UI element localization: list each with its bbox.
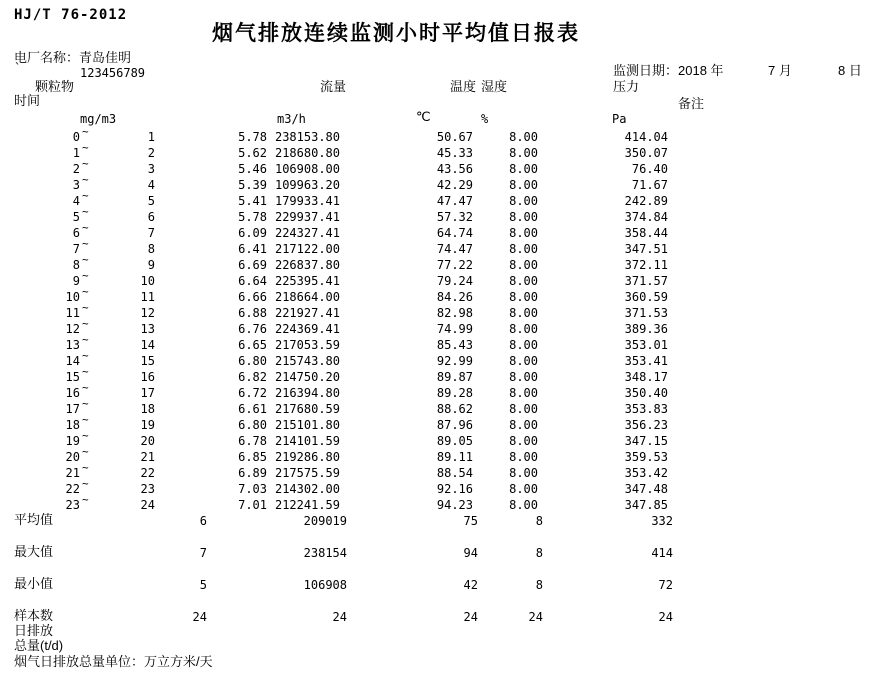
humidity-value: 8.00 xyxy=(509,306,538,320)
hour-end: 3 xyxy=(147,162,155,176)
pm-value: 6.78 xyxy=(238,434,267,448)
pressure-value: 360.59 xyxy=(624,290,668,304)
pm-value: 6.66 xyxy=(238,290,267,304)
table-row xyxy=(0,317,882,337)
hour-start: 11 xyxy=(65,306,80,320)
col-header-humidity: 湿度 xyxy=(481,79,508,94)
temp-value: 89.87 xyxy=(436,370,473,384)
pm-value: 6.69 xyxy=(238,258,267,272)
pm-value: 5.39 xyxy=(238,178,267,192)
humidity-value: 8.00 xyxy=(509,418,538,432)
pressure-value: 347.51 xyxy=(624,242,668,256)
table-row xyxy=(0,333,882,353)
flow-value: 219286.80 xyxy=(274,450,340,464)
temp-value: 87.96 xyxy=(436,418,473,432)
pressure-value: 359.53 xyxy=(624,450,668,464)
temp-value: 92.99 xyxy=(436,354,473,368)
pressure-value: 372.11 xyxy=(624,258,668,272)
table-row xyxy=(0,285,882,305)
table-row xyxy=(0,141,882,161)
table-row xyxy=(0,205,882,225)
pm-value: 5.78 xyxy=(238,210,267,224)
temp-summary: 75 xyxy=(463,514,478,528)
tilde: ~ xyxy=(82,141,89,154)
flow-value: 212241.59 xyxy=(274,498,340,512)
hour-start: 4 xyxy=(72,194,80,208)
table-row xyxy=(0,173,882,193)
temp-value: 50.67 xyxy=(436,130,473,144)
pm-summary: 6 xyxy=(199,514,207,528)
tilde: ~ xyxy=(82,477,89,490)
pressure-value: 353.41 xyxy=(624,354,668,368)
pm-value: 5.41 xyxy=(238,194,267,208)
tilde: ~ xyxy=(82,285,89,298)
hour-start: 21 xyxy=(65,466,80,480)
unit-pm: mg/m3 xyxy=(80,112,117,126)
hour-end: 14 xyxy=(140,338,155,352)
tilde: ~ xyxy=(82,237,89,250)
pressure-summary: 332 xyxy=(651,514,673,528)
flow-value: 218664.00 xyxy=(274,290,340,304)
flow-summary: 209019 xyxy=(303,514,347,528)
total-label: 总量(t/d) xyxy=(14,638,64,653)
tilde: ~ xyxy=(82,205,89,218)
hour-end: 4 xyxy=(147,178,155,192)
pm-value: 6.82 xyxy=(238,370,267,384)
pm-value: 6.80 xyxy=(238,418,267,432)
humidity-value: 8.00 xyxy=(509,178,538,192)
humidity-value: 8.00 xyxy=(509,498,538,512)
unit-note: 烟气日排放总量单位：万立方米/天 xyxy=(14,654,213,669)
tilde: ~ xyxy=(82,461,89,474)
humidity-summary: 8 xyxy=(535,578,543,592)
hour-start: 13 xyxy=(65,338,80,352)
standard-code: HJ/T 76-2012 xyxy=(14,7,128,23)
humidity-value: 8.00 xyxy=(509,466,538,480)
temp-value: 74.99 xyxy=(436,322,473,336)
humidity-value: 8.00 xyxy=(509,482,538,496)
pressure-value: 358.44 xyxy=(624,226,668,240)
humidity-value: 8.00 xyxy=(509,210,538,224)
summary-row xyxy=(0,609,882,625)
temp-value: 42.29 xyxy=(436,178,473,192)
unit-flow: m3/h xyxy=(277,112,306,126)
temp-value: 88.62 xyxy=(436,402,473,416)
humidity-value: 8.00 xyxy=(509,450,538,464)
flow-value: 109963.20 xyxy=(274,178,340,192)
table-row xyxy=(0,157,882,177)
humidity-value: 8.00 xyxy=(509,274,538,288)
pressure-value: 71.67 xyxy=(631,178,668,192)
humidity-value: 8.00 xyxy=(509,242,538,256)
pm-value: 6.72 xyxy=(238,386,267,400)
hour-start: 6 xyxy=(72,226,80,240)
humidity-value: 8.00 xyxy=(509,290,538,304)
hour-end: 13 xyxy=(140,322,155,336)
tilde: ~ xyxy=(82,397,89,410)
pm-value: 6.88 xyxy=(238,306,267,320)
page-title: 烟气排放连续监测小时平均值日报表 xyxy=(212,22,580,45)
hour-end: 1 xyxy=(147,130,155,144)
hour-start: 3 xyxy=(72,178,80,192)
pressure-value: 374.84 xyxy=(624,210,668,224)
temp-value: 92.16 xyxy=(436,482,473,496)
hour-end: 9 xyxy=(147,258,155,272)
pressure-value: 353.01 xyxy=(624,338,668,352)
tilde: ~ xyxy=(82,349,89,362)
pressure-summary: 24 xyxy=(658,610,673,624)
pressure-value: 389.36 xyxy=(624,322,668,336)
flow-value: 224327.41 xyxy=(274,226,340,240)
flow-value: 217575.59 xyxy=(274,466,340,480)
pressure-value: 350.07 xyxy=(624,146,668,160)
pressure-value: 242.89 xyxy=(624,194,668,208)
hour-end: 23 xyxy=(140,482,155,496)
pressure-value: 347.85 xyxy=(624,498,668,512)
summary-label: 平均值 xyxy=(14,512,54,527)
col-header-flow: 流量 xyxy=(320,79,347,94)
col-header-remark: 备注 xyxy=(678,96,705,111)
monitor-date-day: 8 日 xyxy=(838,63,862,78)
flow-value: 217680.59 xyxy=(274,402,340,416)
hour-start: 22 xyxy=(65,482,80,496)
hour-end: 16 xyxy=(140,370,155,384)
humidity-value: 8.00 xyxy=(509,402,538,416)
table-row xyxy=(0,477,882,497)
pm-value: 5.62 xyxy=(238,146,267,160)
pm-value: 7.01 xyxy=(238,498,267,512)
hour-end: 8 xyxy=(147,242,155,256)
plant-name-label: 电厂名称：青岛佳明 xyxy=(14,50,132,65)
flow-value: 229937.41 xyxy=(274,210,340,224)
tilde: ~ xyxy=(82,445,89,458)
temp-value: 57.32 xyxy=(436,210,473,224)
plant-code: 123456789 xyxy=(80,66,146,80)
hour-end: 17 xyxy=(140,386,155,400)
monitor-date-month: 7 月 xyxy=(768,63,792,78)
summary-label: 最小值 xyxy=(14,576,54,591)
hour-start: 20 xyxy=(65,450,80,464)
flow-value: 106908.00 xyxy=(274,162,340,176)
pressure-value: 353.42 xyxy=(624,466,668,480)
hour-end: 11 xyxy=(140,290,155,304)
summary-label: 最大值 xyxy=(14,544,54,559)
pressure-value: 76.40 xyxy=(631,162,668,176)
pm-value: 6.09 xyxy=(238,226,267,240)
humidity-value: 8.00 xyxy=(509,434,538,448)
flow-value: 215743.80 xyxy=(274,354,340,368)
pressure-value: 371.53 xyxy=(624,306,668,320)
hour-start: 14 xyxy=(65,354,80,368)
pm-value: 7.03 xyxy=(238,482,267,496)
hour-end: 22 xyxy=(140,466,155,480)
table-row xyxy=(0,429,882,449)
table-row xyxy=(0,349,882,369)
humidity-value: 8.00 xyxy=(509,226,538,240)
tilde: ~ xyxy=(82,221,89,234)
hour-start: 18 xyxy=(65,418,80,432)
temp-value: 85.43 xyxy=(436,338,473,352)
hour-start: 12 xyxy=(65,322,80,336)
humidity-value: 8.00 xyxy=(509,130,538,144)
pm-value: 6.85 xyxy=(238,450,267,464)
summary-row xyxy=(0,513,882,529)
table-row xyxy=(0,189,882,209)
pressure-value: 347.48 xyxy=(624,482,668,496)
tilde: ~ xyxy=(82,173,89,186)
table-row xyxy=(0,365,882,385)
hour-start: 9 xyxy=(72,274,80,288)
flow-value: 226837.80 xyxy=(274,258,340,272)
tilde: ~ xyxy=(82,333,89,346)
pm-summary: 5 xyxy=(199,578,207,592)
flow-value: 225395.41 xyxy=(274,274,340,288)
pressure-value: 356.23 xyxy=(624,418,668,432)
tilde: ~ xyxy=(82,157,89,170)
flow-value: 221927.41 xyxy=(274,306,340,320)
unit-pressure: Pa xyxy=(612,112,627,126)
pressure-value: 353.83 xyxy=(624,402,668,416)
humidity-summary: 8 xyxy=(535,546,543,560)
temp-value: 64.74 xyxy=(436,226,473,240)
humidity-value: 8.00 xyxy=(509,194,538,208)
flow-value: 214302.00 xyxy=(274,482,340,496)
pressure-summary: 414 xyxy=(651,546,673,560)
hour-start: 7 xyxy=(72,242,80,256)
monitor-date-year: 2018 年 xyxy=(678,63,724,78)
hour-start: 10 xyxy=(65,290,80,304)
hour-end: 20 xyxy=(140,434,155,448)
hour-start: 15 xyxy=(65,370,80,384)
table-row xyxy=(0,397,882,417)
hour-start: 8 xyxy=(72,258,80,272)
table-row xyxy=(0,301,882,321)
pm-value: 6.41 xyxy=(238,242,267,256)
unit-humidity: % xyxy=(481,112,489,126)
hour-end: 2 xyxy=(147,146,155,160)
hour-end: 19 xyxy=(140,418,155,432)
daily-emission-label: 日排放 xyxy=(14,623,54,638)
temp-summary: 24 xyxy=(463,610,478,624)
flow-summary: 106908 xyxy=(303,578,347,592)
tilde: ~ xyxy=(82,301,89,314)
hour-start: 17 xyxy=(65,402,80,416)
flow-summary: 238154 xyxy=(303,546,347,560)
humidity-value: 8.00 xyxy=(509,386,538,400)
temp-value: 43.56 xyxy=(436,162,473,176)
humidity-value: 8.00 xyxy=(509,338,538,352)
pm-value: 6.64 xyxy=(238,274,267,288)
hour-start: 23 xyxy=(65,498,80,512)
unit-temp: ℃ xyxy=(416,109,431,124)
humidity-summary: 8 xyxy=(535,514,543,528)
tilde: ~ xyxy=(82,125,89,138)
temp-value: 88.54 xyxy=(436,466,473,480)
pressure-value: 371.57 xyxy=(624,274,668,288)
humidity-value: 8.00 xyxy=(509,162,538,176)
summary-row xyxy=(0,577,882,593)
pressure-value: 347.15 xyxy=(624,434,668,448)
temp-value: 47.47 xyxy=(436,194,473,208)
flow-summary: 24 xyxy=(332,610,347,624)
col-header-time: 时间 xyxy=(14,93,41,108)
hour-end: 21 xyxy=(140,450,155,464)
table-row xyxy=(0,461,882,481)
flow-value: 217122.00 xyxy=(274,242,340,256)
flow-value: 238153.80 xyxy=(274,130,340,144)
flow-value: 216394.80 xyxy=(274,386,340,400)
pm-value: 5.78 xyxy=(238,130,267,144)
pm-value: 6.80 xyxy=(238,354,267,368)
hour-start: 19 xyxy=(65,434,80,448)
tilde: ~ xyxy=(82,269,89,282)
pm-summary: 7 xyxy=(199,546,207,560)
temp-value: 77.22 xyxy=(436,258,473,272)
flow-value: 218680.80 xyxy=(274,146,340,160)
hour-end: 24 xyxy=(140,498,155,512)
pm-value: 6.89 xyxy=(238,466,267,480)
tilde: ~ xyxy=(82,189,89,202)
temp-value: 89.05 xyxy=(436,434,473,448)
table-row xyxy=(0,269,882,289)
col-header-pressure: 压力 xyxy=(613,79,640,94)
flow-value: 214101.59 xyxy=(274,434,340,448)
hour-start: 2 xyxy=(72,162,80,176)
temp-value: 45.33 xyxy=(436,146,473,160)
hour-end: 5 xyxy=(147,194,155,208)
summary-row xyxy=(0,545,882,561)
humidity-value: 8.00 xyxy=(509,322,538,336)
hour-end: 6 xyxy=(147,210,155,224)
pressure-value: 414.04 xyxy=(624,130,668,144)
col-header-temp: 温度 xyxy=(450,79,477,94)
table-row xyxy=(0,237,882,257)
hour-end: 18 xyxy=(140,402,155,416)
humidity-value: 8.00 xyxy=(509,258,538,272)
temp-value: 89.11 xyxy=(436,450,473,464)
hour-end: 7 xyxy=(147,226,155,240)
tilde: ~ xyxy=(82,493,89,506)
table-row xyxy=(0,253,882,273)
flow-value: 179933.41 xyxy=(274,194,340,208)
hour-start: 0 xyxy=(72,130,80,144)
temp-value: 84.26 xyxy=(436,290,473,304)
hour-end: 15 xyxy=(140,354,155,368)
pressure-value: 348.17 xyxy=(624,370,668,384)
table-row xyxy=(0,221,882,241)
temp-value: 89.28 xyxy=(436,386,473,400)
flow-value: 214750.20 xyxy=(274,370,340,384)
tilde: ~ xyxy=(82,365,89,378)
hour-start: 16 xyxy=(65,386,80,400)
col-header-pm: 颗粒物 xyxy=(35,79,75,94)
table-row xyxy=(0,381,882,401)
pm-value: 6.76 xyxy=(238,322,267,336)
hour-start: 1 xyxy=(72,146,80,160)
table-row xyxy=(0,413,882,433)
temp-value: 79.24 xyxy=(436,274,473,288)
flow-value: 215101.80 xyxy=(274,418,340,432)
table-row xyxy=(0,445,882,465)
pm-value: 6.65 xyxy=(238,338,267,352)
hour-end: 12 xyxy=(140,306,155,320)
pm-value: 5.46 xyxy=(238,162,267,176)
humidity-summary: 24 xyxy=(528,610,543,624)
temp-value: 94.23 xyxy=(436,498,473,512)
flow-value: 224369.41 xyxy=(274,322,340,336)
tilde: ~ xyxy=(82,253,89,266)
table-row xyxy=(0,125,882,145)
summary-label: 样本数 xyxy=(14,608,54,623)
hour-start: 5 xyxy=(72,210,80,224)
tilde: ~ xyxy=(82,317,89,330)
pm-summary: 24 xyxy=(192,610,207,624)
monitor-date-label: 监测日期： xyxy=(613,63,679,78)
humidity-value: 8.00 xyxy=(509,146,538,160)
tilde: ~ xyxy=(82,381,89,394)
temp-value: 82.98 xyxy=(436,306,473,320)
humidity-value: 8.00 xyxy=(509,354,538,368)
tilde: ~ xyxy=(82,429,89,442)
pm-value: 6.61 xyxy=(238,402,267,416)
table-row xyxy=(0,493,882,513)
pressure-summary: 72 xyxy=(658,578,673,592)
pressure-value: 350.40 xyxy=(624,386,668,400)
hour-end: 10 xyxy=(140,274,155,288)
temp-value: 74.47 xyxy=(436,242,473,256)
temp-summary: 94 xyxy=(463,546,478,560)
temp-summary: 42 xyxy=(463,578,478,592)
plant-mark: ` xyxy=(14,61,22,75)
tilde: ~ xyxy=(82,413,89,426)
flow-value: 217053.59 xyxy=(274,338,340,352)
humidity-value: 8.00 xyxy=(509,370,538,384)
